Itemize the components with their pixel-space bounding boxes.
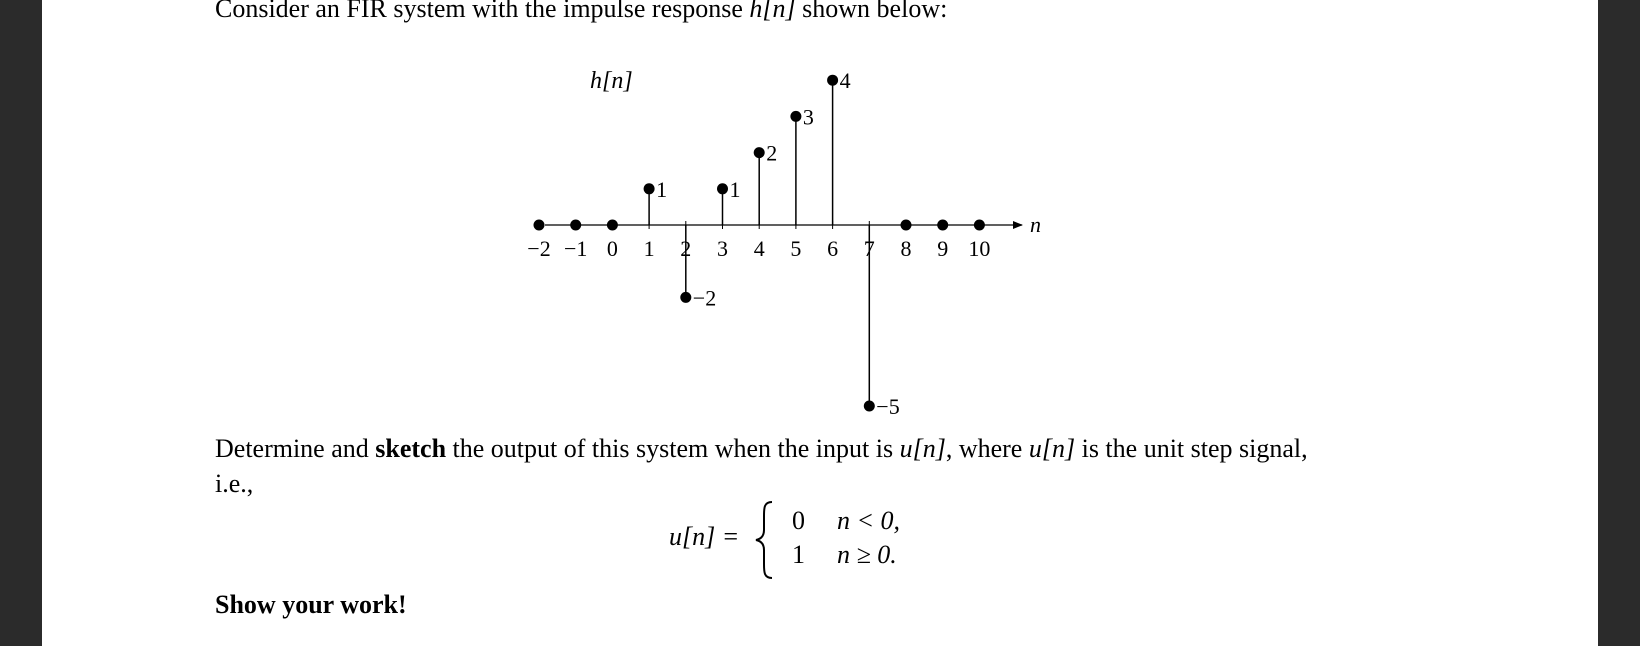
stem-marker-n7 (864, 401, 875, 412)
stem-marker-n6 (827, 75, 838, 86)
question-text-4: is the unit step signal, (1075, 434, 1308, 463)
intro-text-before: Consider an FIR system with the impulse response (215, 0, 750, 23)
question-text-3: , where (945, 434, 1029, 463)
tick-label-n9: 9 (937, 236, 949, 261)
tick-label-n-2: −2 (527, 236, 551, 261)
intro-text-after: shown below: (795, 0, 948, 23)
question-text-1: Determine and (215, 434, 376, 463)
value-label-n7: −5 (876, 394, 900, 419)
tick-label-n0: 0 (606, 236, 618, 261)
y-axis-label: h[n] (590, 68, 633, 94)
question-text-2: the output of this system when the input is (446, 434, 900, 463)
value-label-n1: 1 (656, 176, 668, 202)
tick-label-n-1: −1 (563, 236, 588, 261)
case-1-condition: n < 0, (837, 506, 901, 535)
question-ie: i.e., (215, 469, 254, 498)
question-math-u1: u[n] (899, 434, 946, 463)
tick-label-n3: 3 (717, 236, 728, 261)
tick-label-n8: 8 (900, 236, 912, 261)
value-label-n2: −2 (692, 285, 717, 311)
left-brace-icon (752, 500, 776, 580)
document-page (42, 0, 1598, 646)
value-label-n6: 4 (839, 68, 851, 94)
value-label-n3: 1 (729, 176, 741, 202)
tick-label-n4: 4 (753, 236, 765, 261)
equation-lhs: u[n] = (669, 522, 740, 551)
tick-labels-layer (527, 221, 990, 261)
question-sentence (215, 434, 1308, 464)
stem-marker-n1 (644, 183, 655, 194)
value-label-n4: 2 (766, 140, 778, 166)
intro-math-h: h[n] (749, 0, 796, 23)
tick-label-n6: 6 (827, 236, 839, 261)
x-axis-label: n (1030, 212, 1041, 237)
stem-marker-n4 (754, 147, 765, 158)
case-2-value: 1 (792, 540, 805, 569)
tick-label-n2: 2 (680, 236, 692, 261)
impulse-response-stem-plot (42, 0, 1598, 430)
stem-marker-n5 (790, 111, 801, 122)
tick-label-n7: 7 (863, 236, 875, 261)
case-2-condition: n ≥ 0. (837, 540, 897, 569)
stem-marker-n2 (680, 292, 691, 303)
value-label-n5: 3 (802, 104, 814, 130)
question-bold-sketch: sketch (375, 434, 447, 463)
tick-label-n1: 1 (643, 236, 655, 261)
stem-marker-n3 (717, 183, 728, 194)
show-work-note: Show your work! (215, 590, 407, 619)
tick-label-n10: 10 (968, 236, 991, 261)
case-1-value: 0 (792, 506, 805, 535)
question-math-u2: u[n] (1028, 434, 1076, 463)
tick-label-n5: 5 (790, 236, 802, 261)
